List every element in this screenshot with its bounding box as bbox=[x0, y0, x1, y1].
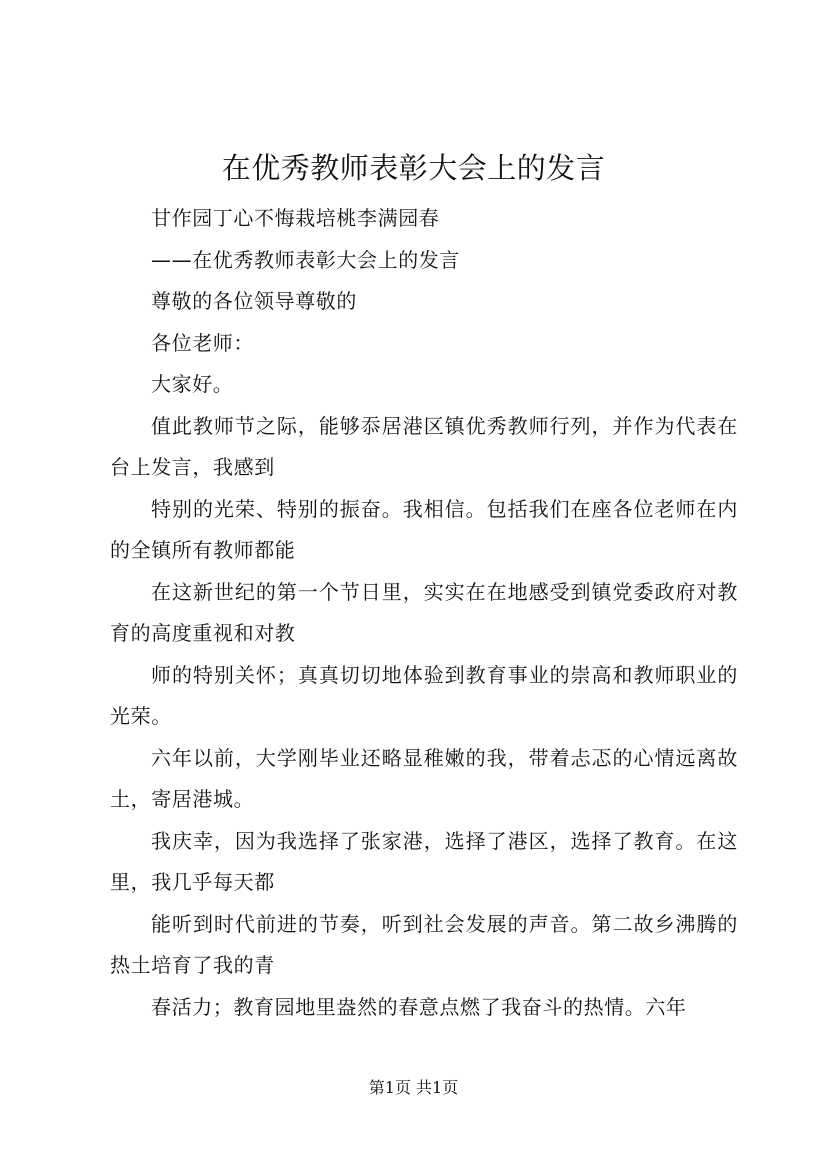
paragraph: 在这新世纪的第一个节日里，实实在在地感受到镇党委政府对教育的高度重视和对教 bbox=[110, 579, 738, 645]
page-number-footer: 第1页 共1页 bbox=[368, 1078, 459, 1097]
paragraph: 春活力；教育园地里盎然的春意点燃了我奋斗的热情。六年 bbox=[151, 994, 687, 1019]
paragraph: 我庆幸，因为我选择了张家港，选择了港区，选择了教育。在这里，我几乎每天都 bbox=[110, 828, 738, 894]
paragraph: 甘作园丁心不悔栽培桃李满园春 bbox=[151, 206, 440, 230]
paragraph: ——在优秀教师表彰大会上的发言 bbox=[151, 247, 460, 272]
document-title: 在优秀教师表彰大会上的发言 bbox=[221, 151, 606, 185]
paragraph: 师的特别关怀；真真切切地体验到教育事业的崇高和教师职业的光荣。 bbox=[110, 662, 738, 728]
paragraph: 特别的光荣、特别的振奋。我相信。包括我们在座各位老师在内的全镇所有教师都能 bbox=[110, 496, 738, 562]
document-body bbox=[110, 198, 738, 1028]
paragraph: 大家好。 bbox=[151, 372, 234, 396]
paragraph: 尊敬的各位领导尊敬的 bbox=[151, 289, 357, 313]
paragraph: 能听到时代前进的节奏，听到社会发展的声音。第二故乡沸腾的热土培育了我的青 bbox=[110, 911, 738, 977]
paragraph: 各位老师： bbox=[151, 330, 254, 355]
paragraph: 值此教师节之际，能够忝居港区镇优秀教师行列，并作为代表在台上发言，我感到 bbox=[110, 413, 738, 479]
paragraph: 六年以前，大学刚毕业还略显稚嫩的我，带着忐忑的心情远离故土，寄居港城。 bbox=[110, 745, 738, 811]
